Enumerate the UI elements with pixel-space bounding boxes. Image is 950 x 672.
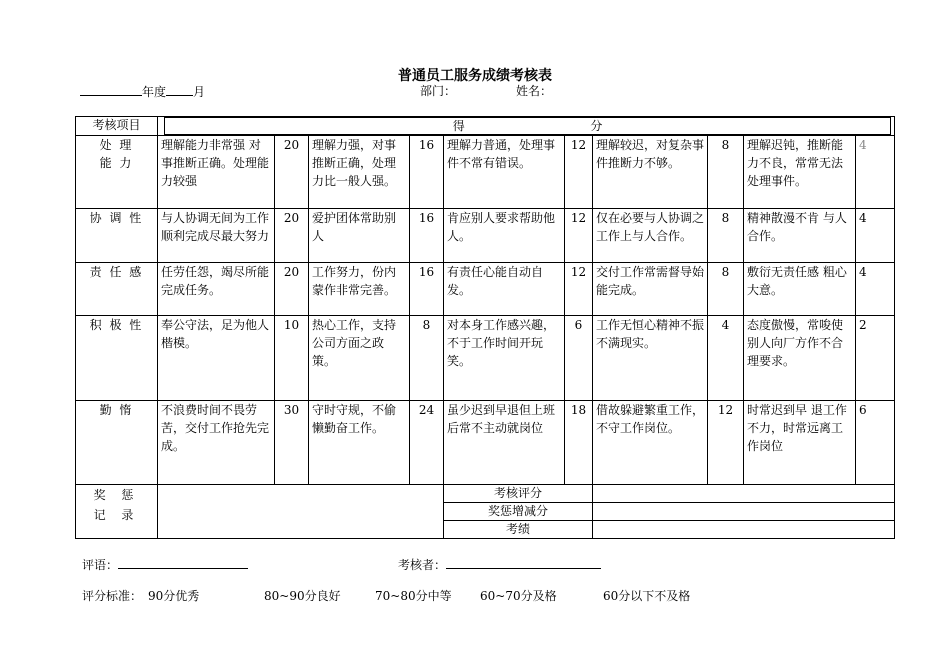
level-desc: 不浪费时间不畏劳苦，交付工作抢先完成。 [158, 401, 275, 485]
level-score: 4 [856, 263, 895, 316]
level-score: 12 [565, 209, 593, 263]
item-header: 考核项目 [76, 117, 158, 136]
category-initiative: 积 极 性 [76, 316, 158, 401]
level-score: 2 [856, 316, 895, 401]
level-desc: 虽少迟到早退但上班后常不主动就岗位 [444, 401, 565, 485]
level-desc: 任劳任怨，竭尽所能完成任务。 [158, 263, 275, 316]
level-score: 10 [275, 316, 309, 401]
level-score: 16 [410, 136, 444, 209]
assessment-score-field[interactable] [593, 485, 895, 503]
level-desc: 理解力强，对事推断正确，处理力比一般人强。 [309, 136, 410, 209]
standard-label: 评分标准： [82, 589, 143, 603]
table-row [76, 209, 895, 263]
level-score: 20 [275, 263, 309, 316]
dept-label: 部门： [420, 84, 457, 98]
reward-label [76, 485, 158, 539]
level-score: 20 [275, 136, 309, 209]
grading-standard [82, 587, 782, 605]
level-score: 4 [856, 136, 895, 209]
level-desc: 敷衍无责任感 粗心大意。 [744, 263, 856, 316]
category-processing: 处 理 能 力 [76, 136, 158, 209]
level-desc: 爱护团体常助别人 [309, 209, 410, 263]
level-desc: 仅在必要与人协调之工作上与人合作。 [593, 209, 708, 263]
reward-label-2: 记 录 [93, 508, 140, 522]
category-attendance: 勤 惰 [76, 401, 158, 485]
standard-item: 60分以下不及格 [603, 589, 691, 603]
standard-item: 60~70分及格 [480, 589, 557, 603]
level-desc: 精神散漫不肯 与人合作。 [744, 209, 856, 263]
reward-row [76, 485, 895, 503]
level-desc: 热心工作，支持公司方面之政策。 [309, 316, 410, 401]
comment-blank[interactable] [118, 555, 248, 569]
level-score: 8 [708, 136, 744, 209]
adjust-score-field[interactable] [593, 503, 895, 521]
level-score: 16 [410, 209, 444, 263]
level-score: 12 [565, 263, 593, 316]
level-score: 24 [410, 401, 444, 485]
level-desc: 态度傲慢，常唆使别人向厂方作不合理要求。 [744, 316, 856, 401]
level-desc: 与人协调无间为工作顺利完成尽最大努力 [158, 209, 275, 263]
adjust-score-label: 奖惩增减分 [444, 503, 593, 521]
page-title: 普通员工服务成绩考核表 [398, 68, 552, 84]
level-desc: 交付工作常需督导始能完成。 [593, 263, 708, 316]
level-desc: 奉公守法，足为他人楷模。 [158, 316, 275, 401]
level-desc: 理解迟钝，推断能力不良，常常无法 处理事件。 [744, 136, 856, 209]
year-label: 年度 [142, 85, 167, 99]
level-score: 8 [708, 263, 744, 316]
name-label: 姓名： [516, 84, 553, 98]
level-score: 18 [565, 401, 593, 485]
assessor-blank[interactable] [446, 555, 601, 569]
level-desc: 理解能力非常强 对事推断正确。处理能力较强 [158, 136, 275, 209]
level-desc: 肯应别人要求帮助他人。 [444, 209, 565, 263]
score-header-2: 分 [590, 119, 603, 133]
level-score: 30 [275, 401, 309, 485]
assessment-score-label: 考核评分 [444, 485, 593, 503]
level-desc: 理解力普通，处理事件不常有错误。 [444, 136, 565, 209]
level-desc: 时常迟到早 退工作不力，时常远离工作岗位 [744, 401, 856, 485]
table-row [76, 136, 895, 209]
table-row [76, 263, 895, 316]
header-row [76, 117, 895, 136]
reward-record-field[interactable] [158, 485, 444, 539]
category-coordination: 协 调 性 [76, 209, 158, 263]
result-field[interactable] [593, 521, 895, 539]
level-desc: 工作努力，份内蒙作非常完善。 [309, 263, 410, 316]
level-score: 4 [708, 316, 744, 401]
standard-item: 80~90分良好 [264, 589, 341, 603]
level-score: 20 [275, 209, 309, 263]
comment-line [82, 555, 248, 573]
result-label: 考绩 [444, 521, 593, 539]
standard-item: 90分优秀 [148, 589, 200, 603]
level-desc: 有责任心能自动自发。 [444, 263, 565, 316]
year-month-line [80, 82, 205, 100]
level-desc: 对本身工作感兴趣，不于工作时间开玩笑。 [444, 316, 565, 401]
level-score: 8 [410, 316, 444, 401]
reward-label-1: 奖 惩 [93, 488, 140, 502]
level-score: 16 [410, 263, 444, 316]
table-row [76, 316, 895, 401]
level-score: 8 [708, 209, 744, 263]
level-desc: 工作无恒心精神不振不满现实。 [593, 316, 708, 401]
level-score: 4 [856, 209, 895, 263]
level-score: 12 [708, 401, 744, 485]
year-blank[interactable] [80, 82, 142, 96]
level-score: 6 [565, 316, 593, 401]
table-row [76, 401, 895, 485]
standard-item: 70~80分中等 [375, 589, 452, 603]
assessment-table [75, 116, 895, 539]
level-score: 12 [565, 136, 593, 209]
level-desc: 借故躲避繁重工作，不守工作岗位。 [593, 401, 708, 485]
score-header-1: 得 [452, 119, 465, 133]
level-desc: 守时守规，不偷懒勤奋工作。 [309, 401, 410, 485]
level-score: 6 [856, 401, 895, 485]
assessor-label: 考核者： [398, 558, 447, 572]
category-responsibility: 责 任 感 [76, 263, 158, 316]
month-label: 月 [193, 85, 206, 99]
month-blank[interactable] [166, 82, 193, 96]
assessor-line [398, 555, 601, 573]
score-header [158, 117, 895, 136]
comment-label: 评语： [82, 558, 119, 572]
level-desc: 理解较迟，对复杂事件推断力不够。 [593, 136, 708, 209]
